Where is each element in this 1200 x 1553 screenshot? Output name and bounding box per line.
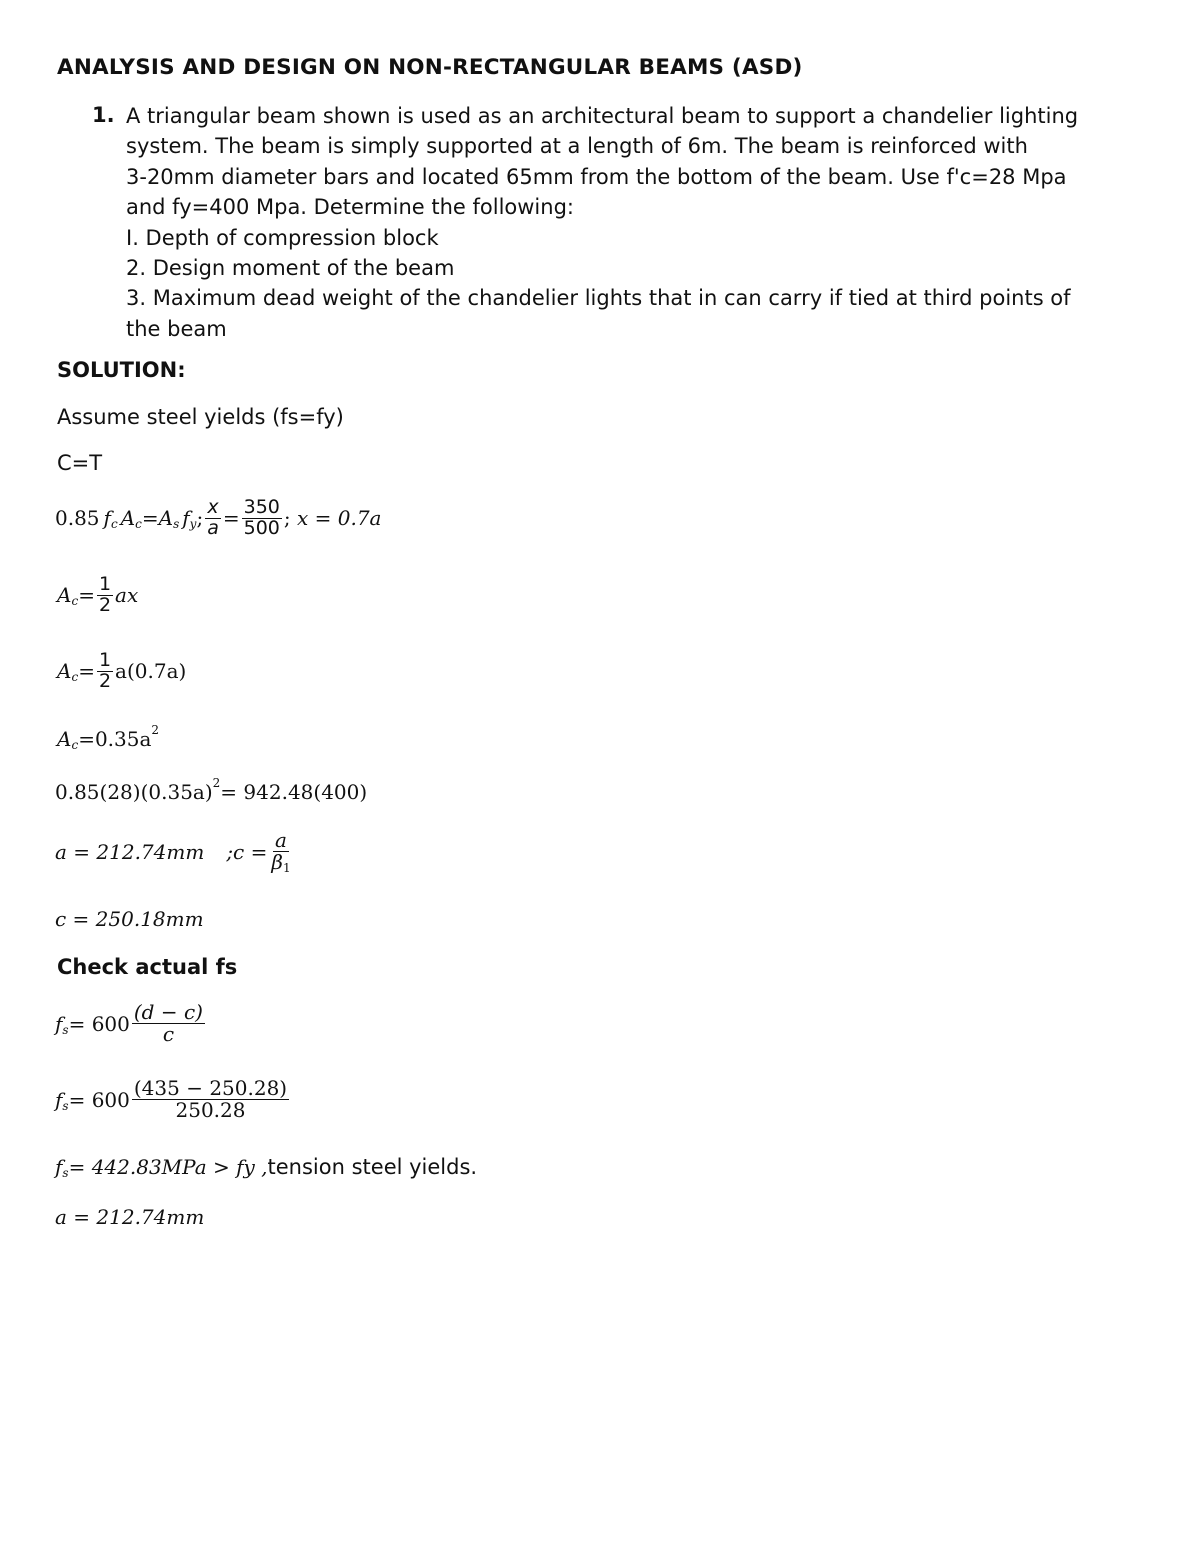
- problem-line: 2. Design moment of the beam: [126, 256, 455, 281]
- fraction-350-over-500: $\frac{350}{500}$: [243, 496, 280, 539]
- fraction-one-half: $\frac{1}{2}$: [98, 573, 112, 616]
- problem-line: and fy=400 Mpa. Determine the following:: [126, 195, 574, 220]
- equation-force-balance: 0.85 f c A c = A s f y ; $\frac{x}{a}$ = $\frac{350}{500}$ ; x = 0.7a: [55, 496, 382, 539]
- equation-fs-result: f s = 442.83MPa > fy , tension steel yields.: [55, 1155, 478, 1180]
- problem-line: 3. Maximum dead weight of the chandelier lights that in can carry if tied at third points of: [126, 286, 1071, 311]
- document-title: ANALYSIS AND DESIGN ON NON-RECTANGULAR BEAMS (ASD): [57, 55, 803, 80]
- equation-area-triangle: A c = $\frac{1}{2}$ ax: [57, 573, 139, 616]
- problem-line: the beam: [126, 316, 227, 341]
- problem-line: A triangular beam shown is used as an architectural beam to support a chandelier lighting: [126, 104, 1079, 128]
- equation-fs-substituted: f s = 600 $\frac{(435 - 250.28)}{250.28}$: [55, 1076, 288, 1122]
- equilibrium-text: C=T: [57, 451, 103, 475]
- equation-area-result: A c = 0.35a 2: [57, 723, 160, 752]
- equation-a-and-c: a = 212.74mm ;c = $\frac{a}{\beta 1}$: [55, 828, 291, 875]
- fraction-one-half: $\frac{1}{2}$: [98, 649, 112, 692]
- problem-number: 1.: [92, 103, 115, 127]
- assumption-text: Assume steel yields (fs=fy): [57, 405, 344, 429]
- problem-line: I. Depth of compression block: [126, 225, 439, 250]
- fraction-x-over-a: $\frac{x}{a}$: [207, 496, 219, 539]
- problem-statement: [126, 101, 1156, 344]
- fraction-d-minus-c-over-c: $\frac{(d - c)}{c}$: [133, 1000, 203, 1046]
- fraction-a-over-beta1: $\frac{a}{\beta 1}$: [271, 828, 291, 875]
- equation-c-result: c = 250.18mm: [55, 907, 204, 931]
- equation-area-substituted: A c = $\frac{1}{2}$ a(0.7a): [57, 649, 187, 692]
- equation-solve-a: 0.85(28)(0.35a) 2 = 942.48(400): [55, 776, 368, 804]
- fraction-fs-values: $\frac{(435 - 250.28)}{250.28}$: [133, 1076, 288, 1122]
- equation-final-a: a = 212.74mm: [55, 1205, 205, 1229]
- solution-heading: SOLUTION:: [57, 358, 186, 382]
- problem-line: 3-20mm diameter bars and located 65mm from the bottom of the beam. Use f'c=28 Mpa: [126, 164, 1067, 189]
- problem-line: system. The beam is simply supported at a length of 6m. The beam is reinforced with: [126, 134, 1028, 159]
- eq-coefficient: 0.85: [55, 506, 100, 531]
- equation-fs-formula: f s = 600 $\frac{(d - c)}{c}$: [55, 1000, 203, 1046]
- check-heading: Check actual fs: [57, 955, 238, 979]
